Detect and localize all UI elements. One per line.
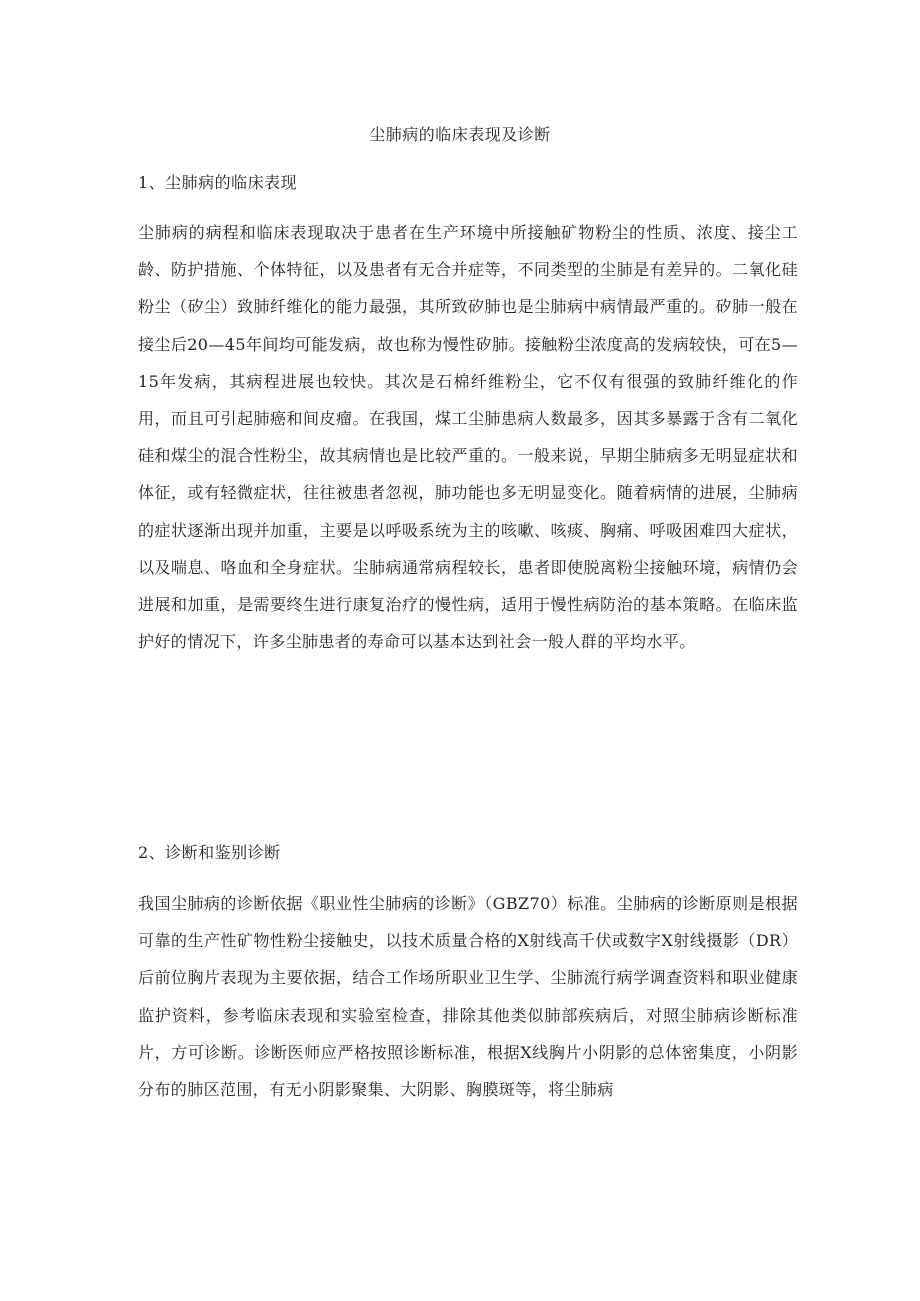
paragraph-clinical-manifestations: 尘肺病的病程和临床表现取决于患者在生产环境中所接触矿物粉尘的性质、浓度、接尘工龄、防护措施、个体特征，以及患者有无合并症等，不同类型的尘肺是有差异的。二氧化硅粉尘（矽尘）致肺纤维化的能力最强，其所致矽肺也是尘肺病中病情最严重的。矽肺一般在接尘后20—45年间均可能发病，故也称为慢性矽肺。接触粉尘浓度高的发病较快，可在5—15年发病，其病程进展也较快。其次是石棉纤维粉尘，它不仅有很强的致肺纤维化的作用，而且可引起肺癌和间皮瘤。在我国，煤工尘肺患病人数最多，因其多暴露于含有二氧化硅和煤尘的混合性粉尘，故其病情也是比较严重的。一般来说，早期尘肺病多无明显症状和体征，或有轻微症状，往往被患者忽视，肺功能也多无明显变化。随着病情的进展，尘肺病的症状逐渐出现并加重，主要是以呼吸系统为主的咳嗽、咳痰、胸痛、呼吸困难四大症状，以及喘息、咯血和全身症状。尘肺病通常病程较长，患者即使脱离粉尘接触环境，病情仍会进展和加重，是需要终生进行康复治疗的慢性病，适用于慢性病防治的基本策略。在临床监护好的情况下，许多尘肺患者的寿命可以基本达到社会一般人群的平均水平。 bbox=[138, 223, 798, 652]
section-heading-clinical-manifestations: 1、尘肺病的临床表现 bbox=[138, 173, 298, 192]
section-heading-diagnosis: 2、诊断和鉴别诊断 bbox=[138, 843, 281, 862]
document-title: 尘肺病的临床表现及诊断 bbox=[369, 125, 551, 144]
paragraph-diagnosis: 我国尘肺病的诊断依据《职业性尘肺病的诊断》（GBZ70）标准。尘肺病的诊断原则是根据可靠的生产性矿物性粉尘接触史，以技术质量合格的X射线高千伏或数字X射线摄影（DR）后前位胸片表现为主要依据，结合工作场所职业卫生学、尘肺流行病学调查资料和职业健康监护资料，参考临床表现和实验室检查，排除其他类似肺部疾病后，对照尘肺病诊断标准片，方可诊断。诊断医师应严格按照诊断标准，根据X线胸片小阴影的总体密集度，小阴影分布的肺区范围，有无小阴影聚集、大阴影、胸膜斑等，将尘肺病 bbox=[138, 894, 798, 1100]
